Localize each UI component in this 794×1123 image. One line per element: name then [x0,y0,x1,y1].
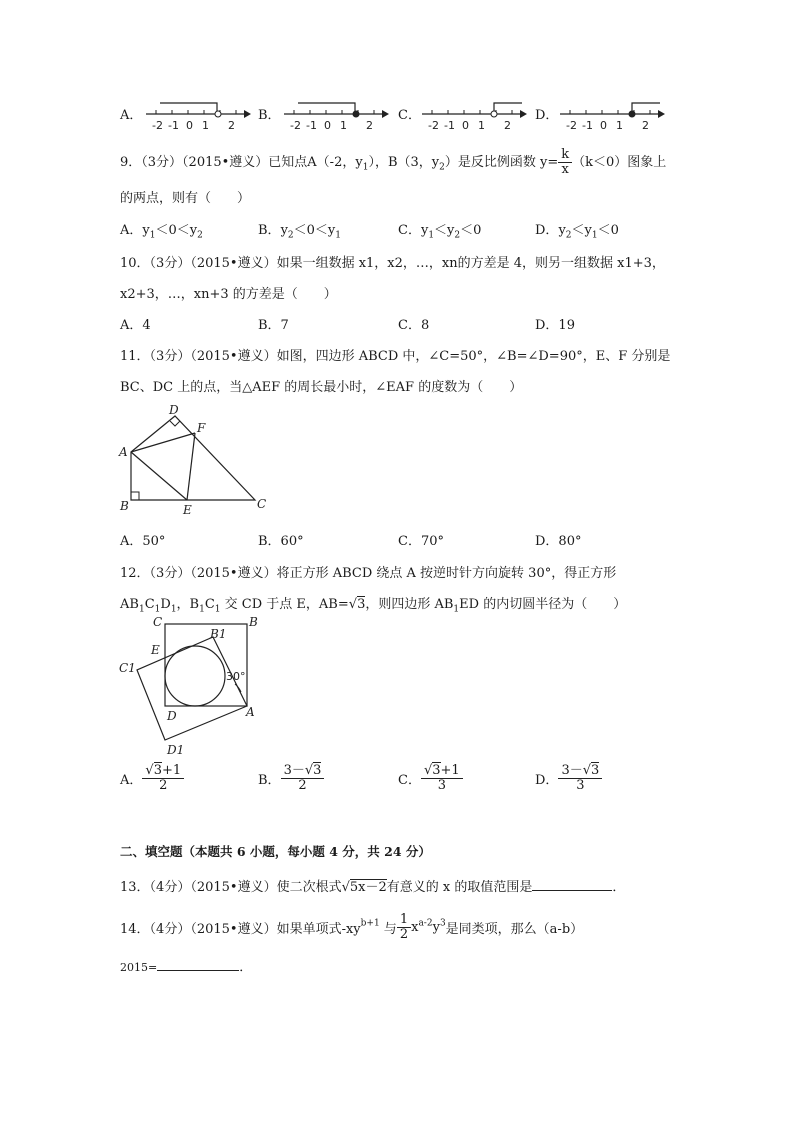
q12-option-c: C． $\frac{√3+1}{3}$ [398,764,463,793]
label-a: A [119,445,128,459]
q9-option-a: A．$y_1<0<y_2$ [120,223,203,241]
tick-label: -2 [152,119,163,132]
tick-label: -1 [306,119,317,132]
tick-label: -2 [428,119,439,132]
q8-number-line-b [280,98,390,132]
q9-text: ）是反比例函数 y= [444,155,559,170]
label-b1: B1 [210,627,227,641]
q14-stem-line2: 2015= ． [120,960,253,975]
q9-text: （k＜0）图象上 [572,155,667,170]
q11-option-d: D．80° [535,534,582,549]
q8-option-b-label: B． [258,108,281,123]
tick-label: 1 [616,119,623,132]
q9-stem-line1 [120,148,666,177]
q13-stem: 13．（4分）（2015•遵义）使二次根式√5x－2有意义的 x 的取值范围是 ． [120,880,626,895]
subscript: 2 [439,162,445,173]
tick-label: 0 [324,119,331,132]
q14-stem-line1: 14．（4分）（2015•遵义）如果单项式$-xy^{b+1}$ 与 $\frac{1}{2}$ $x^{a-2}y^3$是同类项，那么（a-b） [120,912,584,942]
label-d1: D1 [167,743,185,757]
tick-label: 2 [642,119,649,132]
q11-option-a: A．50° [120,534,166,549]
q8-number-line-a [142,98,252,132]
label-e: E [151,643,160,657]
label-f: F [197,421,206,435]
q12-option-d: D． $\frac{3-√3}{3}$ [535,764,602,793]
q10-option-c: C．8 [398,318,430,333]
q8-option-c-label: C． [398,108,421,123]
q9-option-b: B．$y_2<0<y_1$ [258,223,342,241]
tick-label: 0 [462,119,469,132]
label-c: C [257,497,267,511]
tick-label: 2 [504,119,511,132]
label-30-degrees: 30° [226,670,246,683]
tick-label: 2 [228,119,235,132]
fraction-k-over-x: $\frac{k}{x}$ [558,148,572,177]
q9-text: 9．（3分）（2015•遵义）已知点A（-2，y [120,155,363,170]
tick-label: 0 [186,119,193,132]
label-b: B [249,615,258,629]
q11-option-c: C．70° [398,534,444,549]
subscript: 1 [362,162,369,173]
q10-stem-line2: x2+3，…，xn+3 的方差是（ ） [120,287,337,302]
label-a: A [246,705,255,719]
answer-blank[interactable] [157,970,239,971]
q8-number-line-d [556,98,666,132]
q9-option-d: D．$y_2<y_1<0$ [535,223,619,241]
answer-blank[interactable] [532,890,612,891]
q8-option-a-label: A． [120,108,143,123]
tick-label: 0 [600,119,607,132]
q9-option-c: C．$y_1<y_2<0$ [398,223,482,241]
q10-option-a: A．4 [120,318,151,333]
sqrt-sign: √ [348,597,358,612]
q9-stem-line2: 的两点，则有（ ） [120,191,251,206]
label-c: C [153,615,163,629]
tick-label: -1 [582,119,593,132]
tick-label: 1 [340,119,347,132]
q8-number-line-c [418,98,528,132]
q12-stem-line1: 12．（3分）（2015•遵义）将正方形 ABCD 绕点 A 按逆时针方向旋转 30°，得正方形 [120,566,617,581]
q12-option-b: B． $\frac{3-√3}{2}$ [258,764,324,793]
fraction-one-half: $\frac{1}{2}$ [397,913,411,942]
label-c1: C1 [119,661,136,675]
tick-label: -2 [566,119,577,132]
q11-option-b: B．60° [258,534,304,549]
label-d: D [167,709,177,723]
q11-stem-line2: BC、DC 上的点，当△AEF 的周长最小时，∠EAF 的度数为（ ） [120,380,523,395]
sqrt-radicand: 5x－2 [349,880,387,895]
tick-label: 1 [478,119,485,132]
q11-quadrilateral-figure [115,400,275,520]
q10-stem-line1: 10．（3分）（2015•遵义）如果一组数据 x1，x2，…，xn的方差是 4，则另一组数据 x1+3， [120,256,665,271]
q11-stem-line1: 11．（3分）（2015•遵义）如图，四边形 ABCD 中，∠C=50°，∠B=∠D=90°，E、F 分别是 [120,349,671,364]
q10-option-b: B．7 [258,318,289,333]
tick-label: -1 [168,119,179,132]
sqrt-radicand: 3 [357,597,366,612]
q8-option-d-label: D． [535,108,559,123]
tick-label: 2 [366,119,373,132]
tick-label: -1 [444,119,455,132]
q9-text: ），B（3，y [368,155,440,170]
q12-stem-line2: $AB_1C_1D_1$，$B_1C_1$ 交 CD 于点 E，AB=√3，则四边形 $AB_1ED$ 的内切圆半径为（ ） [120,597,627,615]
label-d: D [169,403,179,417]
q12-rotated-square-figure [115,612,275,762]
label-b: B [120,499,129,513]
section-heading: 二、填空题（本题共 6 小题，每小题 4 分，共 24 分） [120,844,431,859]
q10-option-d: D．19 [535,318,575,333]
sqrt-sign: √ [341,880,350,895]
q12-option-a: A． $\frac{√3+1}{2}$ [120,764,184,793]
label-e: E [183,503,192,517]
tick-label: 1 [202,119,209,132]
tick-label: -2 [290,119,301,132]
